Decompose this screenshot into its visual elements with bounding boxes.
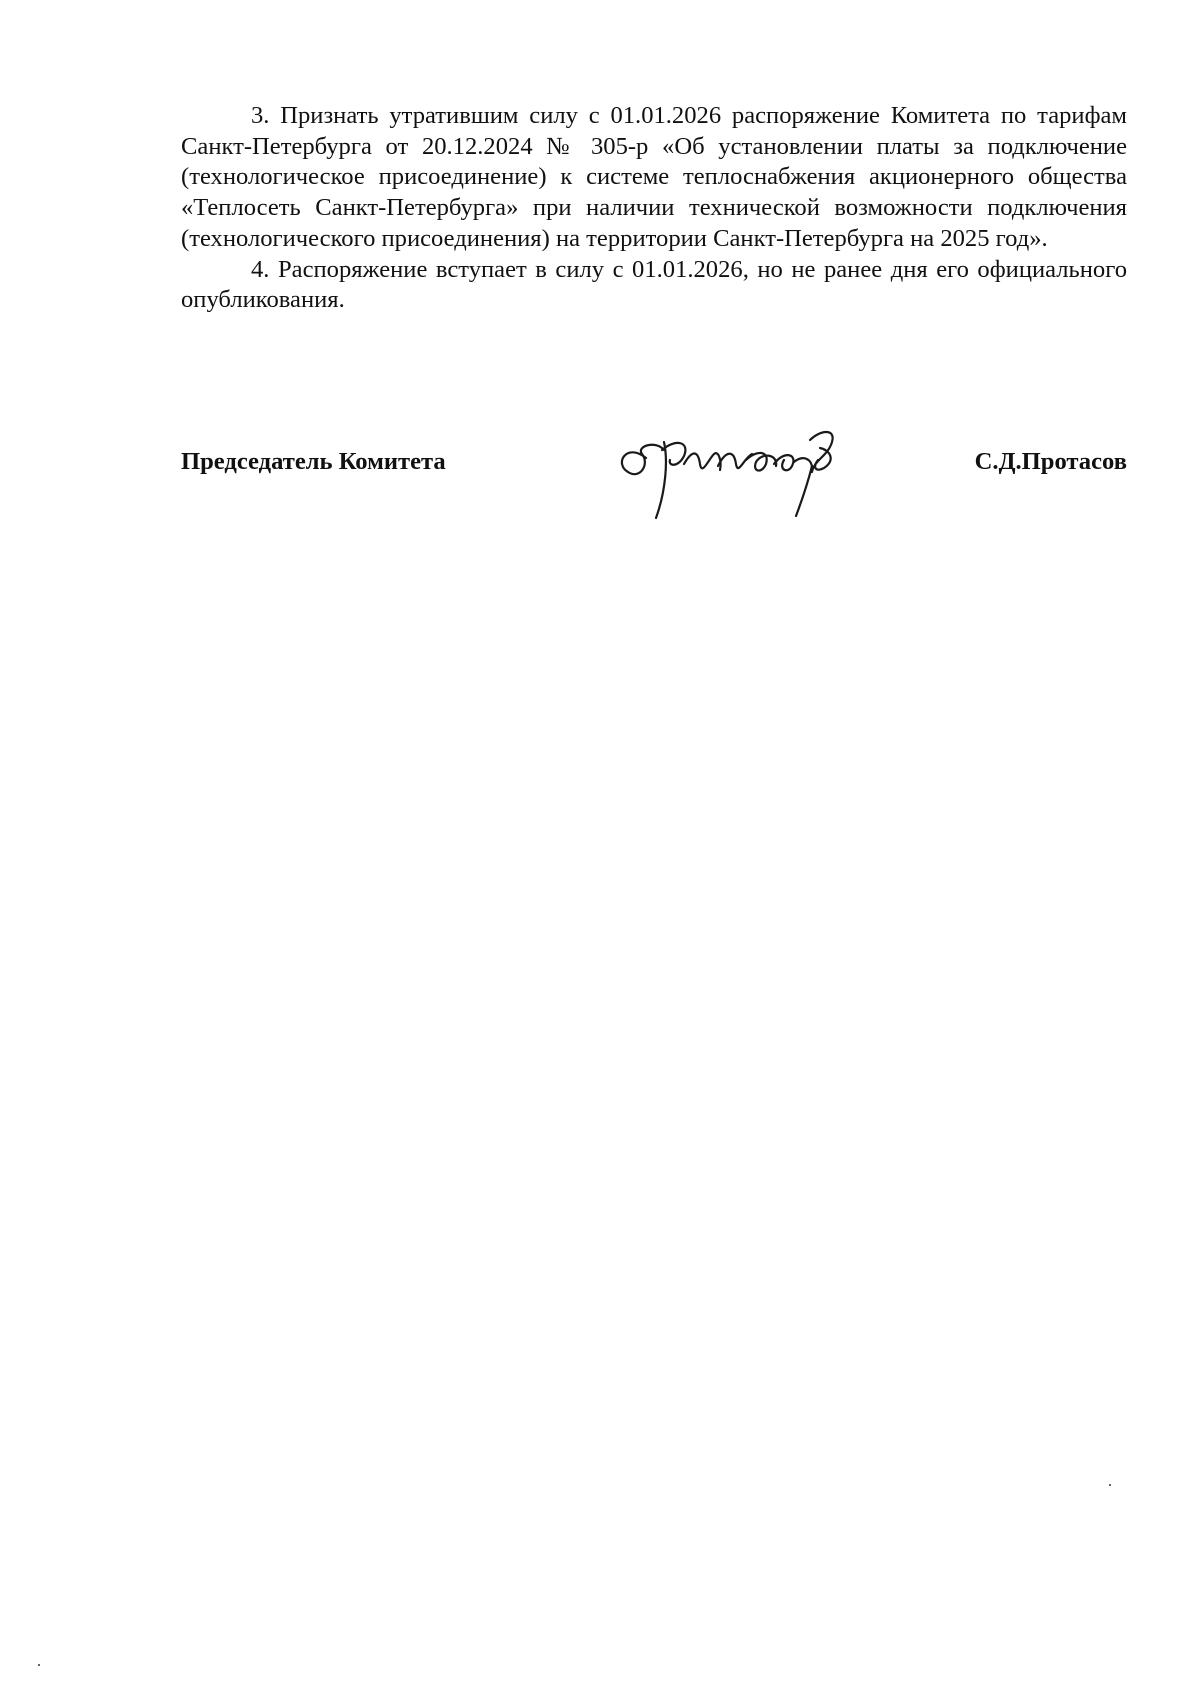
paragraph-3: 3. Признать утратившим силу с 01.01.2026 распоряжение Комитета по тарифам Санкт-Петербурга от 20.12.2024 № 305-р «Об установлении платы за подключение (технологическое присоединение) к системе теплоснабжения акционерного общества «Теплосеть Санкт-Петербурга» при наличии технической возможности подключения (технологического присоединения) на территории Санкт-Петербурга на 2025 год». [181,102,1127,252]
paragraph-4: 4. Распоряжение вступает в силу с 01.01.2026, но не ранее дня его официального опубликования. [181,255,1127,314]
scan-speck [1109,1484,1111,1486]
scan-speck [38,1664,40,1666]
handwritten-signature [606,420,876,525]
signatory-name: С.Д.Протасов [974,448,1127,475]
signature-block [181,420,1127,530]
signatory-title: Председатель Комитета [181,448,446,475]
document-body [181,101,1127,316]
